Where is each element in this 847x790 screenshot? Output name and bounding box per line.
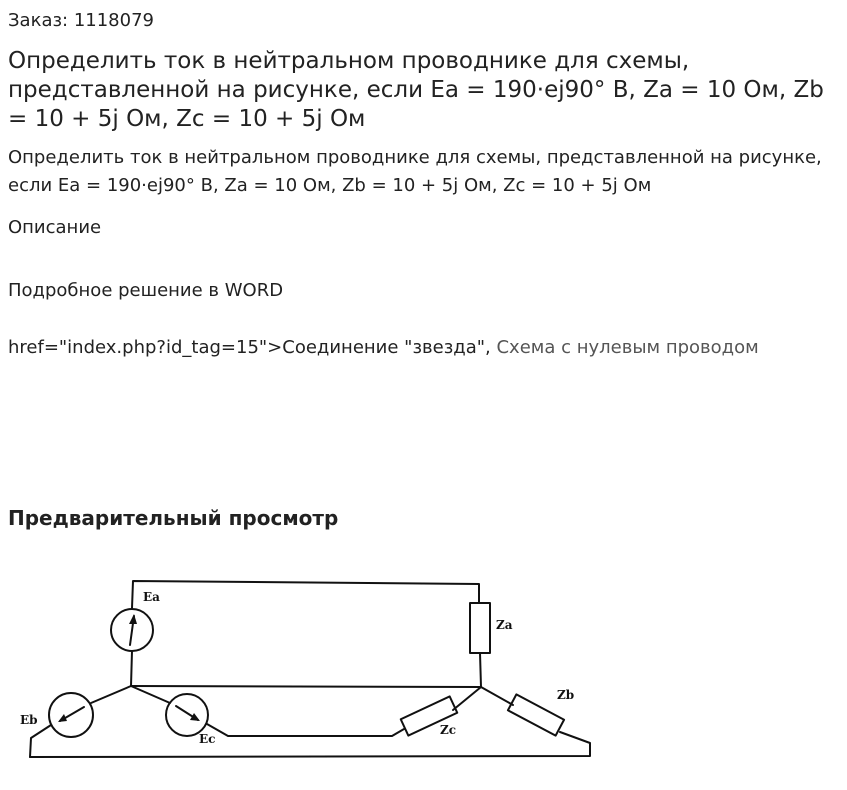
zc-label: Zc	[440, 723, 457, 737]
eb-branch-wire	[91, 686, 131, 703]
tags-prefix-text: href="index.php?id_tag=15">Соединение "звезда",	[8, 337, 497, 358]
ec-label: Ec	[199, 732, 216, 746]
problem-description: Определить ток в нейтральном проводнике для схемы, представленной на рисунке, если Ea = 190·ej90° B, Za = 10 Ом, Zb = 10 + 5j Ом, Zc = 10 + 5j Ом	[8, 147, 822, 196]
ec-branch-wire	[131, 686, 170, 703]
order-number: Заказ: 1118079	[8, 10, 154, 31]
ea-lower-wire	[131, 651, 132, 686]
tag-link-neutral-wire[interactable]: Схема с нулевым проводом	[496, 337, 759, 358]
eb-label: Eb	[20, 713, 38, 727]
za-resistor	[470, 603, 490, 653]
solution-format-text: Подробное решение в WORD	[8, 280, 284, 301]
neutral-wire	[131, 686, 481, 687]
za-lower-wire	[480, 653, 481, 687]
eb-lower-wire	[30, 725, 51, 757]
zb-resistor	[508, 694, 564, 735]
description-section-label: Описание	[8, 217, 102, 238]
eb-arrow-head	[58, 714, 67, 722]
zb-label: Zb	[557, 688, 575, 702]
zc-to-node-wire	[453, 687, 481, 710]
za-label: Za	[496, 618, 513, 632]
circuit-diagram-svg	[0, 560, 620, 780]
page-title: Определить ток в нейтральном проводнике для схемы, представленной на рисунке, если Ea = 190·ej90° B, Za = 10 Ом, Zb = 10 + 5j Ом, Zc = 10 + 5j Ом	[8, 48, 824, 132]
ec-to-zc-wire	[207, 724, 404, 736]
ec-source-circle	[166, 694, 208, 736]
preview-heading: Предварительный просмотр	[8, 506, 339, 530]
tags-line	[8, 337, 759, 359]
ea-label: Ea	[143, 590, 160, 604]
node-to-zb-wire	[481, 687, 513, 705]
circuit-diagram	[0, 560, 620, 780]
ea-arrow-head	[129, 614, 137, 624]
top-wire	[132, 581, 479, 608]
